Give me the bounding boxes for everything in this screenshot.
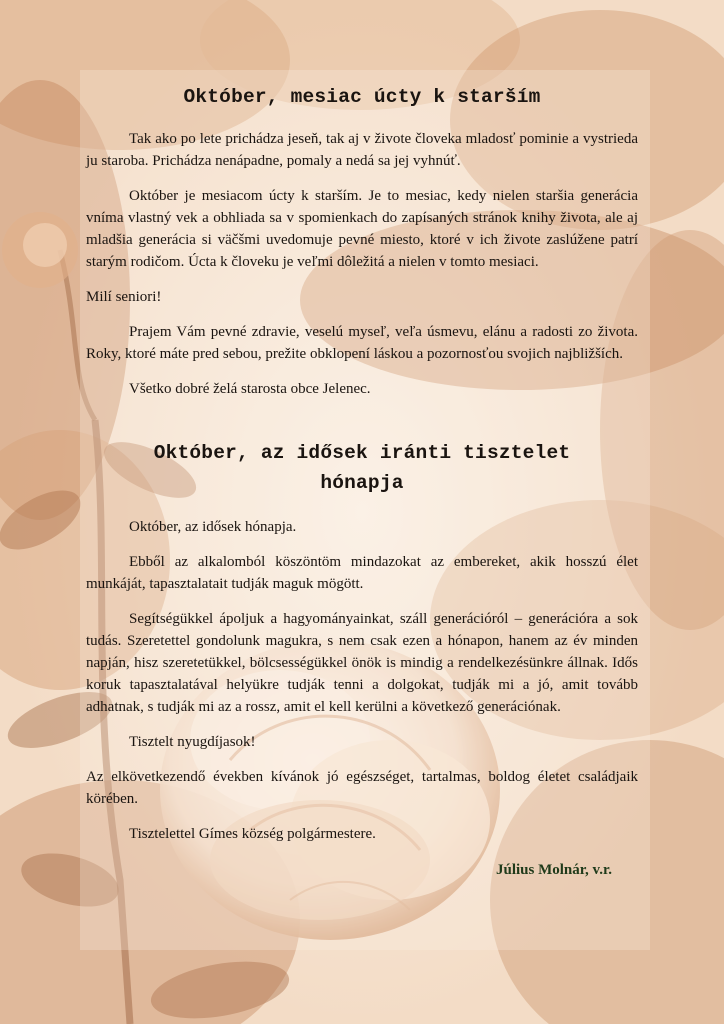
signature: Július Molnár, v.r.: [495, 862, 612, 878]
section-2-wish: Az elkövetkezendő években kívánok jó egészséget, tartalmas, boldog életet családjaik körében.: [86, 769, 638, 807]
section-2-paragraph-2: Ebből az alkalomból köszöntöm mindazokat az embereket, akik hosszú élet munkáját, tapasztalatait tudják maguk mögött.: [86, 554, 638, 592]
section-1-greeting: Milí seniori!: [86, 289, 162, 305]
section-1-paragraph-1: Tak ako po lete prichádza jeseň, tak aj v živote človeka mladosť pominie a vystrieda ju staroba. Prichádza nenápadne, pomaly a nedá sa jej vyhnúť.: [86, 131, 638, 169]
section-1-title: Október, mesiac úcty k starším: [183, 86, 541, 108]
document-body: [86, 84, 638, 881]
section-2-greeting: Tisztelt nyugdíjasok!: [129, 734, 256, 750]
section-2-paragraph-1: Október, az idősek hónapja.: [129, 519, 297, 535]
section-2-title-line-2: hónapja: [320, 472, 404, 494]
section-2-closing: Tisztelettel Gímes község polgármestere.: [129, 826, 376, 842]
section-1-closing: Všetko dobré želá starosta obce Jelenec.: [129, 381, 371, 397]
section-2-title-line-1: Október, az idősek iránti tisztelet: [153, 442, 571, 464]
section-2-title: [86, 438, 638, 498]
section-1-paragraph-2: Október je mesiacom úcty k starším. Je to mesiac, kedy nielen staršia generácia vníma vlastný vek a obhliada sa v spomienkach do zapísaných stránok knihy života, ale aj mladšia generácia si väčšmi uvedomuje pevné miesto, ktoré v ich živote zaslúžene patrí starým rodičom. Úcta k človeku je veľmi dôležitá a nielen v tomto mesiaci.: [86, 188, 638, 270]
section-1-paragraph-3: Prajem Vám pevné zdravie, veselú myseľ, veľa úsmevu, elánu a radosti zo života. Roky, ktoré máte pred sebou, prežite obklopení láskou a pozornosťou svojich najbližších.: [86, 324, 638, 362]
section-2-paragraph-3: Segítségükkel ápoljuk a hagyományainkat, száll generációról – generációra a sok tudás. Szeretettel gondolunk magukra, s nem csak ezen a hónapon, hanem az év minden napján, hisz szeretetükkel, bölcsességükkel önök is mindig a rendelkezésünkre állnak. Idős koruk tapasztalatával helyükre tudják tenni a dolgokat, tudják mi a jó, amit tovább adhatnak, s tudják mi az a rossz, amit el kell kerülni a következő generációnak.: [86, 611, 638, 715]
